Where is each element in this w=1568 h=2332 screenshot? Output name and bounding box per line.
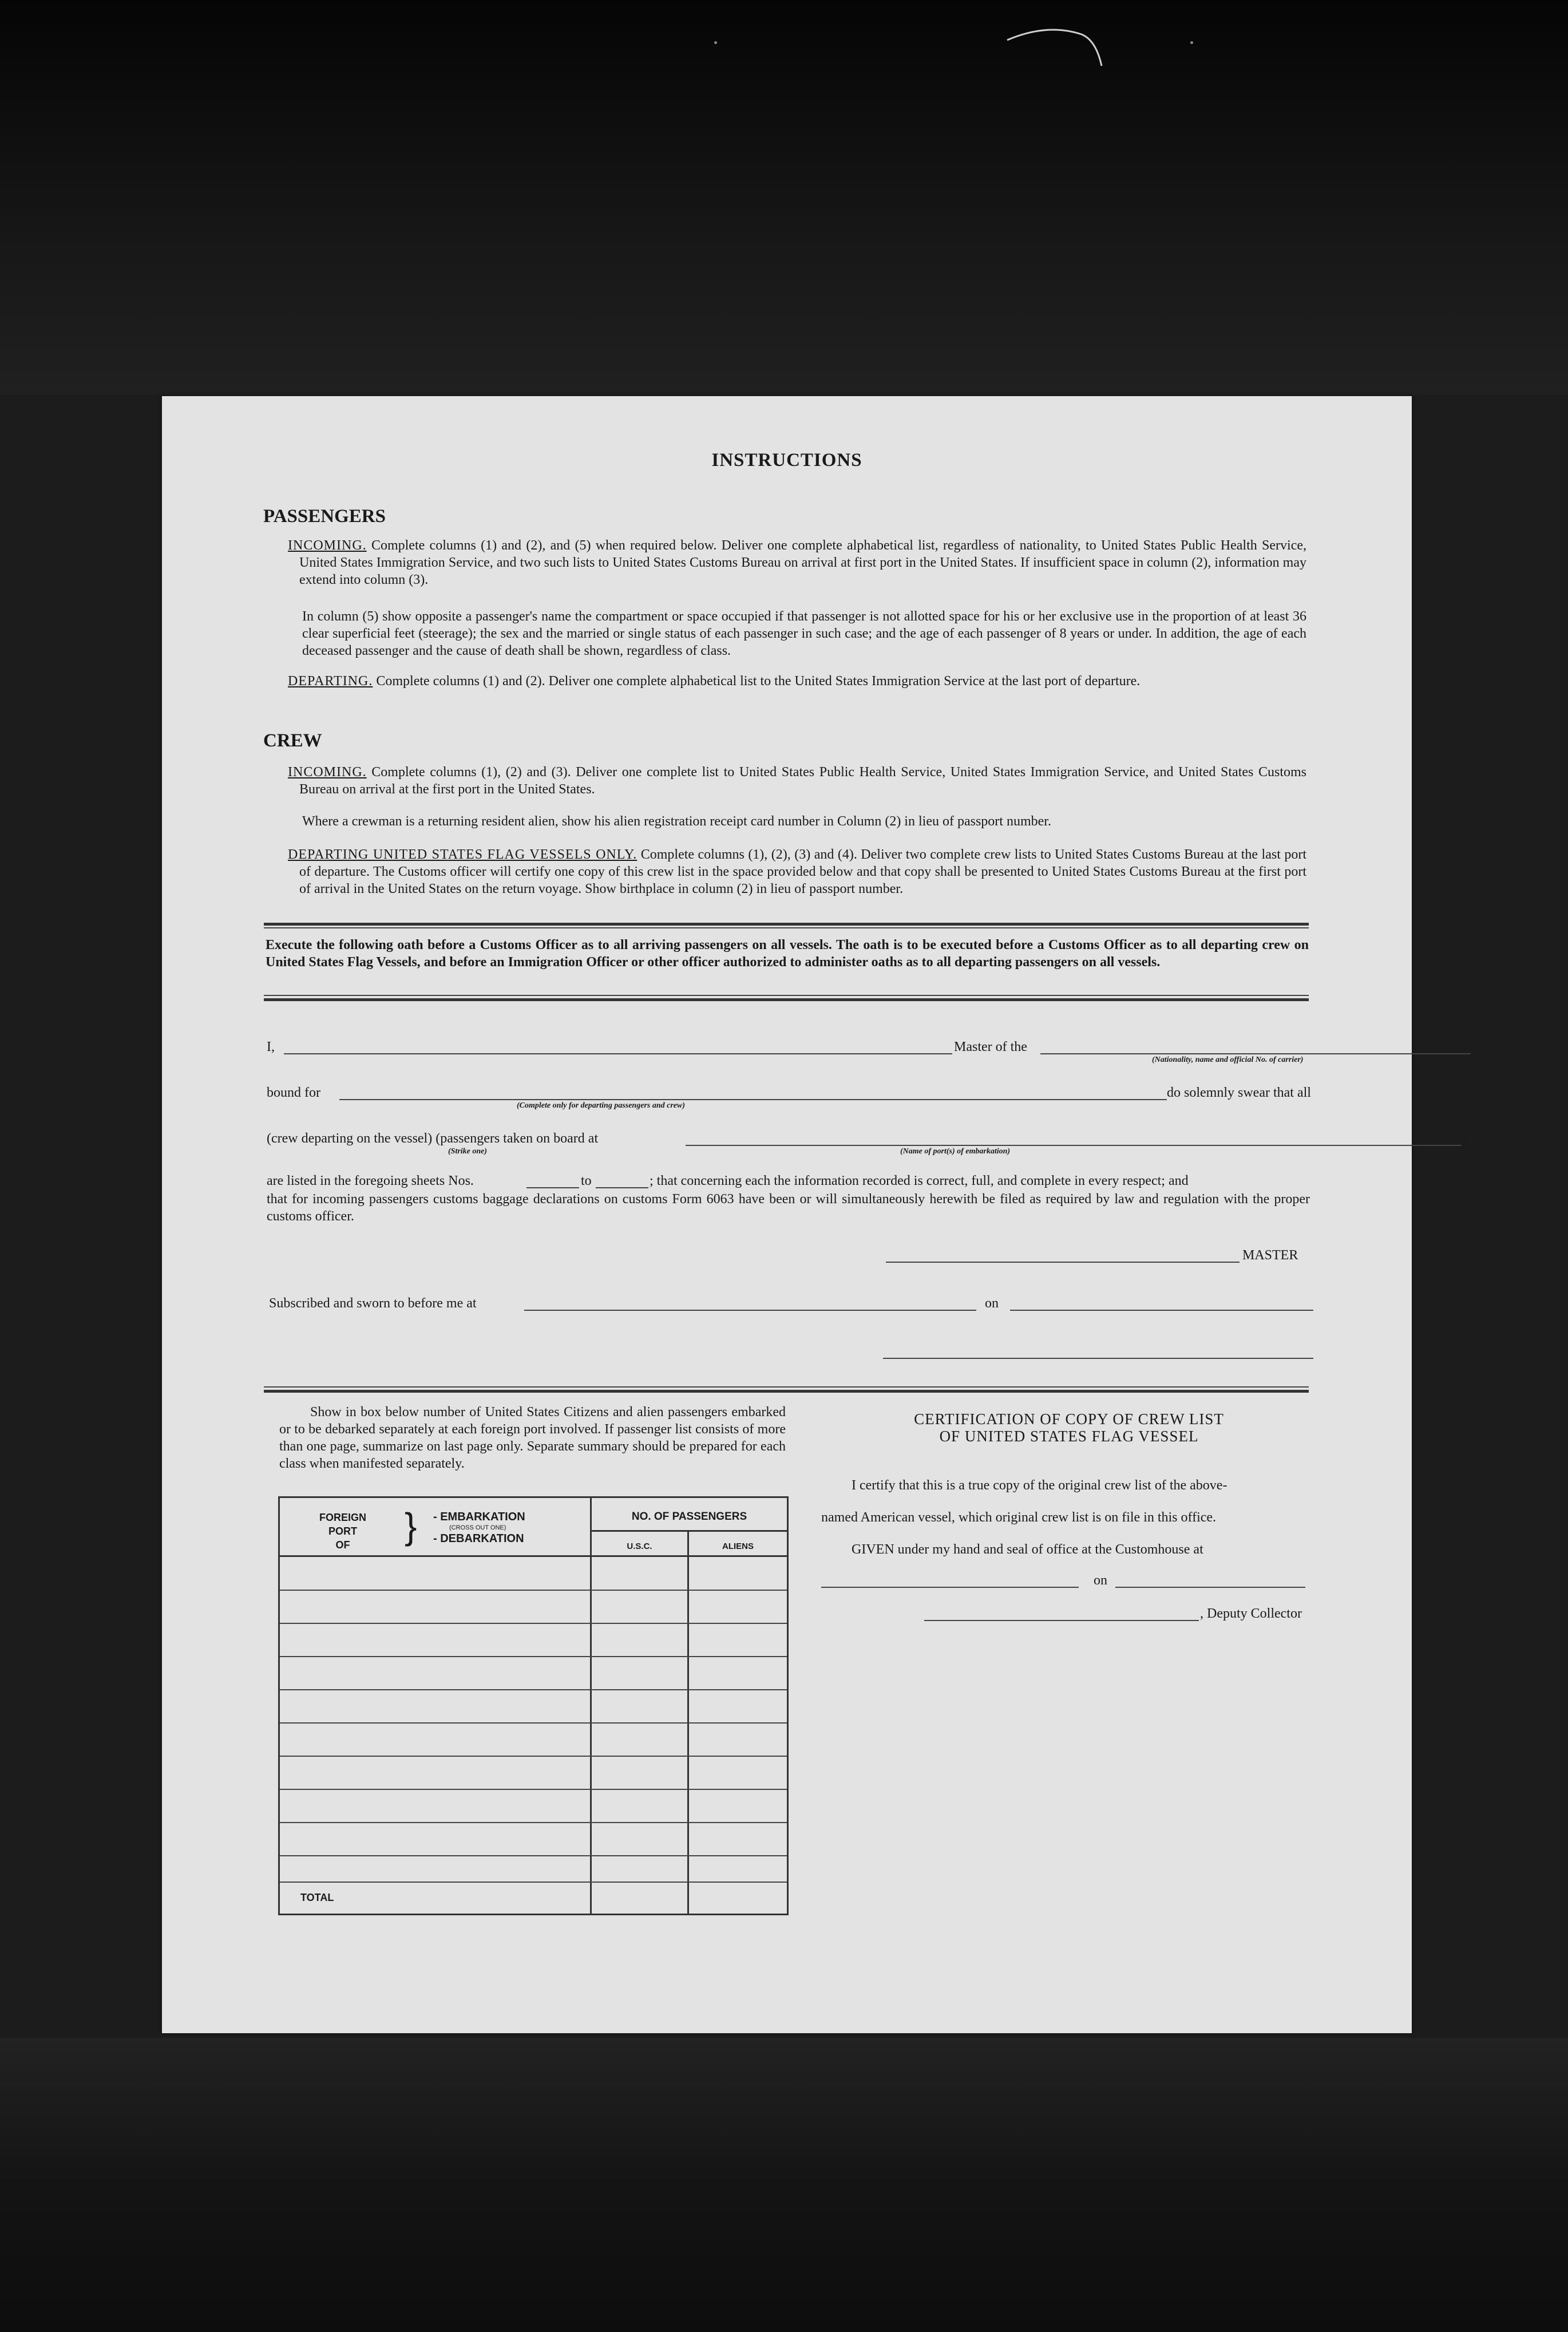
section-divider (264, 998, 1309, 1001)
crew-heading: CREW (263, 730, 322, 751)
usc-header: U.S.C. (627, 1542, 652, 1551)
column-divider (590, 1498, 592, 1914)
given-text: GIVEN under my hand and seal of office at the Customhouse at (852, 1542, 1203, 1557)
passengers-column5-paragraph: In column (5) show opposite a passenger's name the compartment or space occupied if that passenger is not allotted space for his or her exclusive use in the proportion of at least 36 clear superficial feet (steerage); the sex and the married or single status of each passenger in such case; and the age of each passenger of 8 years or under. In addition, the age of each deceased passenger and the cause of death shall be shown, regardless of class. (302, 609, 1306, 658)
deputy-collector-signature-line[interactable] (924, 1620, 1199, 1621)
certification-title-line: CERTIFICATION OF COPY OF CREW LIST (914, 1410, 1224, 1428)
foreign-port-word: PORT (328, 1525, 357, 1537)
embarkation-hint: (Name of port(s) of embarkation) (900, 1147, 1011, 1156)
brace-icon: } (405, 1505, 417, 1547)
certification-date-line[interactable] (1115, 1587, 1305, 1588)
sheet-to-line[interactable] (596, 1187, 648, 1188)
embarkation-label[interactable]: - EMBARKATION (433, 1511, 525, 1523)
film-speck (714, 41, 717, 44)
passengers-heading: PASSENGERS (263, 506, 386, 527)
passengers-departing-text: Complete columns (1) and (2). Deliver one complete alphabetical list to the United States Immigration Service at the last port of departure. (376, 674, 1141, 689)
passengers-departing-paragraph (288, 673, 1306, 690)
table-row[interactable] (280, 1689, 787, 1690)
strike-one-hint: (Strike one) (448, 1147, 488, 1156)
table-row[interactable] (280, 1756, 787, 1757)
oath-i-label: I, (267, 1039, 275, 1054)
film-speck (1190, 41, 1193, 44)
master-signature-line[interactable] (886, 1262, 1240, 1263)
crew-incoming-text: Complete columns (1), (2) and (3). Deliver one complete list to United States Public Health Service, United States Immigration Service, and United States Customs Bureau on arrival at the first port in the United States. (299, 765, 1307, 797)
master-name-line[interactable] (284, 1053, 952, 1054)
subscribed-date-line[interactable] (1010, 1310, 1313, 1311)
debarkation-label[interactable]: - DEBARKATION (433, 1532, 524, 1545)
crew-incoming-label: INCOMING. (288, 765, 367, 780)
certify-text-line: named American vessel, which original crew list is on file in this office. (821, 1510, 1217, 1525)
section-divider (264, 1390, 1309, 1393)
passenger-summary-table (278, 1496, 789, 1915)
master-signature-label: MASTER (1242, 1248, 1298, 1263)
foreign-port-header (280, 1498, 592, 1564)
film-border-top (0, 0, 1568, 395)
passengers-incoming-text: Complete columns (1) and (2), and (5) when required below. Deliver one complete alphabetical list, regardless of nationality, to United States Public Health Service, United States Immigration Service, and two such lists to United States Customs Bureau on arrival at first port in the United States. If insufficient space in column (2), information may extend into column (3). (299, 538, 1307, 587)
total-label: TOTAL (300, 1892, 334, 1903)
film-scratch-mark (996, 23, 1122, 86)
table-row[interactable] (280, 1855, 787, 1856)
table-row[interactable] (280, 1623, 787, 1624)
listed-in-text: are listed in the foregoing sheets Nos. (267, 1173, 474, 1188)
document-page (162, 396, 1467, 2033)
passengers-incoming-paragraph (288, 537, 1306, 588)
sheet-from-line[interactable] (526, 1187, 579, 1188)
section-divider (264, 927, 1309, 928)
embarkation-port-line[interactable] (686, 1145, 1462, 1146)
certify-text-line: I certify that this is a true copy of the original crew list of the above- (852, 1478, 1228, 1493)
cross-out-hint: (CROSS OUT ONE) (449, 1524, 506, 1531)
officer-signature-line[interactable] (883, 1358, 1313, 1359)
master-of-the-label: Master of the (954, 1039, 1027, 1054)
header-bottom-rule (280, 1555, 787, 1557)
summary-instructions: Show in box below number of United States Citizens and alien passengers embarked or to be debarked separately at each foreign port involved. If passenger list consists of more than one page, summarize on last page only. Separate summary should be prepared for each class when manifested separately. (279, 1405, 786, 1471)
crew-passengers-text: (crew departing on the vessel) (passengers taken on board at (267, 1131, 599, 1146)
subscribed-on-label: on (985, 1296, 999, 1311)
deputy-collector-label: , Deputy Collector (1200, 1606, 1302, 1621)
section-divider (264, 1386, 1309, 1388)
foreign-port-word: FOREIGN (319, 1512, 366, 1523)
passengers-departing-label: DEPARTING. (288, 674, 373, 689)
table-row[interactable] (280, 1789, 787, 1790)
certification-title-line: OF UNITED STATES FLAG VESSEL (939, 1428, 1199, 1445)
to-label: to (581, 1173, 592, 1188)
table-row[interactable] (280, 1656, 787, 1657)
customhouse-line[interactable] (821, 1587, 1079, 1588)
table-row[interactable] (280, 1590, 787, 1591)
section-divider (264, 923, 1309, 926)
header-divider (592, 1530, 787, 1532)
foreign-port-word: OF (335, 1539, 350, 1551)
bound-hint: (Complete only for departing passengers and crew) (517, 1101, 685, 1110)
carrier-line[interactable] (1040, 1053, 1471, 1054)
subscribed-label: Subscribed and sworn to before me at (269, 1296, 477, 1311)
certification-on-label: on (1094, 1573, 1107, 1588)
table-row[interactable] (280, 1882, 787, 1883)
crew-resident-paragraph: Where a crewman is a returning resident alien, show his alien registration receipt card number in Column (2) in lieu of passport number. (302, 814, 1051, 829)
passengers-incoming-label: INCOMING. (288, 538, 367, 553)
oath-instructions: Execute the following oath before a Customs Officer as to all arriving passengers on all vessels. The oath is to be executed before a Customs Officer as to all departing crew on United States Flag Vessels, and before an Immigration Officer or other officer authorized to administer oaths as to all departing passengers on all vessels. (266, 938, 1309, 970)
nationality-hint: (Nationality, name and official No. of carrier) (1152, 1056, 1304, 1064)
table-row[interactable] (280, 1722, 787, 1724)
bound-for-line[interactable] (339, 1099, 1167, 1100)
close-paren: ) (1463, 1131, 1467, 1146)
crew-departing-paragraph (288, 846, 1306, 898)
bound-for-label: bound for (267, 1085, 320, 1100)
crew-incoming-paragraph (288, 764, 1306, 798)
customs-declaration-text: that for incoming passengers customs baggage declarations on customs Form 6063 have been or will simultaneously herewith be filed as required by law and regulation with the proper customs officer. (267, 1192, 1310, 1224)
table-row[interactable] (280, 1822, 787, 1823)
section-divider (264, 995, 1309, 996)
swear-text: do solemnly swear that all (1167, 1085, 1311, 1100)
crew-departing-text: Complete columns (1), (2), (3) and (4). Deliver two complete crew lists to United States Customs Bureau at the last port of departure. The Customs officer will certify one copy of this crew list in the space provided below and that copy shall be presented to United States Customs Bureau at the first port of arrival in the United States on the return voyage. Show birthplace in column (2) in lieu of passport number. (299, 847, 1307, 896)
subscribed-place-line[interactable] (524, 1310, 976, 1311)
certification-title (820, 1410, 1318, 1445)
aliens-header: ALIENS (722, 1542, 754, 1551)
crew-departing-label: DEPARTING UNITED STATES FLAG VESSELS ONLY. (288, 847, 638, 862)
listed-rest-text: ; that concerning each the information recorded is correct, full, and complete in every respect; and (650, 1173, 1189, 1188)
no-of-passengers-header: NO. OF PASSENGERS (631, 1511, 747, 1523)
film-border-bottom (0, 2038, 1568, 2332)
instructions-title: INSTRUCTIONS (711, 450, 862, 471)
